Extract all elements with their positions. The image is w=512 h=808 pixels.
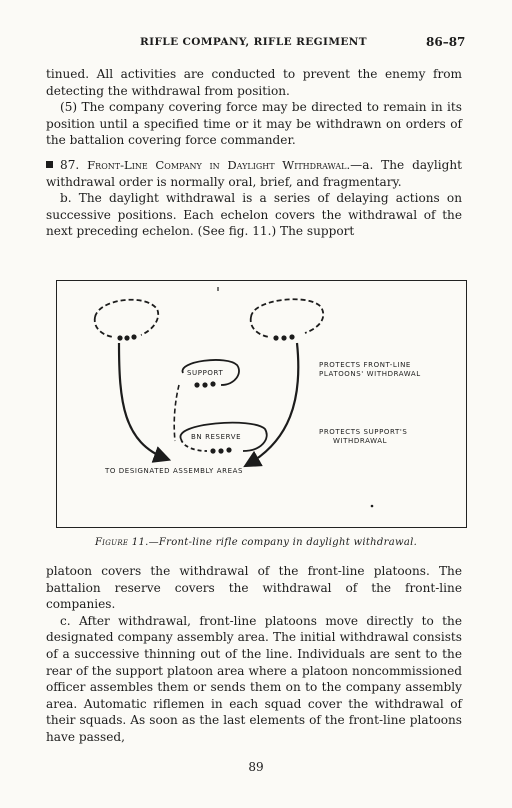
bn-reserve-position <box>180 423 266 454</box>
protects-frontline-line2: PLATOONS' WITHDRAWAL <box>319 370 421 378</box>
protects-support-line2: WITHDRAWAL <box>333 437 388 445</box>
support-withdrawal-route <box>174 385 179 441</box>
paragraph-after-withdrawal: c. After withdrawal, front-line platoons move directly to the designated company assembly area. The initial withdrawal consists of a successive thinning out of the line. Individuals are sent to the rear of the support platoon area where a platoon noncommissioned officer assembles them or sends them on to the company assembly area. Automatic riflemen in each squad cover the withdrawal of their squads. As soon as the last elements of the front-line platoons have passed, <box>46 613 462 744</box>
figure-11-diagram <box>56 280 467 528</box>
protects-frontline-line1: PROTECTS FRONT-LINE <box>319 361 411 369</box>
header-title: RIFLE COMPANY, RIFLE REGIMENT <box>140 36 367 48</box>
section-87-title: Front-Line Company in Daylight Withdrawal. <box>87 157 351 172</box>
caption-text: —Front-line rifle company in daylight withdrawal. <box>148 537 418 548</box>
caption-label: Figure 11. <box>94 537 149 548</box>
left-withdrawal-arrow <box>119 343 167 459</box>
front-line-platoon-left <box>95 300 159 341</box>
section-87-number: 87. <box>60 157 80 172</box>
section-87-paragraph <box>46 157 462 190</box>
section-marker-square <box>46 161 53 168</box>
support-position <box>183 360 240 388</box>
running-header <box>0 36 512 52</box>
withdrawal-diagram-svg <box>57 281 466 527</box>
page-number: 89 <box>248 760 264 774</box>
paragraph-support-covers: platoon covers the withdrawal of the front-line platoons. The battalion reserve covers the withdrawal of the front-line companies. <box>46 564 462 612</box>
paragraph-covering-force: (5) The company covering force may be directed to remain in its position until a specified time or it may be withdrawn on orders of the battalion covering force commander. <box>46 100 462 148</box>
front-line-platoon-right <box>251 299 324 340</box>
top-text-block <box>46 66 462 240</box>
figure-caption <box>0 537 512 548</box>
section-87-text: —a. The daylight withdrawal order is normally oral, brief, and fragmentary. <box>46 157 462 189</box>
paragraph-daylight-withdrawal: b. The daylight withdrawal is a series of delaying actions on successive positions. Each echelon covers the withdrawal of the next preceding echelon. (See fig. 11.) The support <box>46 191 462 239</box>
support-label: SUPPORT <box>187 369 224 377</box>
bottom-text-block <box>46 563 462 746</box>
right-withdrawal-arrow <box>247 343 298 465</box>
assembly-areas-label: TO DESIGNATED ASSEMBLY AREAS <box>105 467 244 475</box>
header-section-range: 86–87 <box>426 35 466 49</box>
reserve-label: BN RESERVE <box>191 433 242 441</box>
paragraph-continued: tinued. All activities are conducted to prevent the enemy from detecting the withdrawal from position. <box>46 67 462 98</box>
protects-support-line1: PROTECTS SUPPORT'S <box>319 428 408 436</box>
